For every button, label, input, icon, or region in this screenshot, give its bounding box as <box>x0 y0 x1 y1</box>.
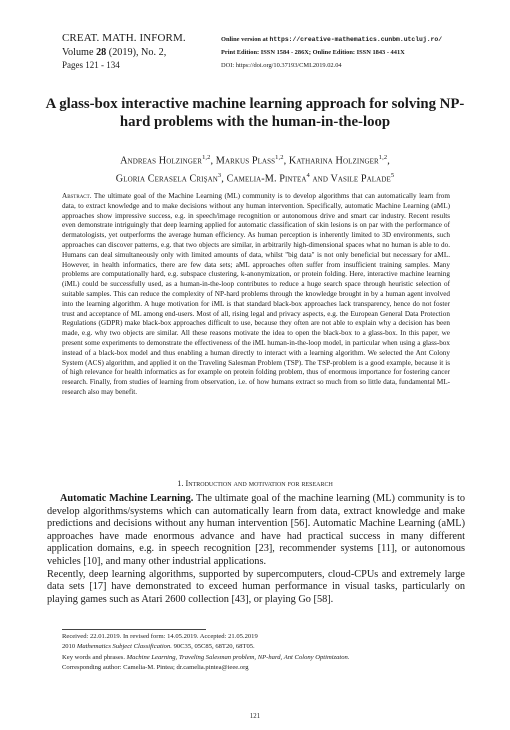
abstract-heading: Abstract. <box>62 192 92 200</box>
run-in-heading: Automatic Machine Learning. <box>60 493 194 504</box>
online-url-link[interactable]: https://creative-mathematics.cunbm.utcluj.ro/ <box>269 36 443 43</box>
page-range: Pages 121 - 134 <box>62 60 120 70</box>
author-affiliation-mark: 1,2 <box>378 154 388 161</box>
abstract <box>62 192 450 398</box>
keywords: Key words and phrases. Machine Learning, Traveling Salesman problem, NP-hard, Ant Colony Optimizaton. <box>62 653 350 661</box>
author-affiliation-mark: 1,2 <box>202 154 211 161</box>
paragraph-2: Recently, deep learning algorithms, supported by supercomputers, cloud-CPUs and extremely large data sets [17] have demonstrated to exceed human performance in visual tasks, particularly on playing games such as Atari 2600 collection [43], or playing Go [58]. <box>47 568 465 605</box>
issn-line: Print Edition: ISSN 1584 - 286X; Online Edition: ISSN 1843 - 441X <box>221 49 405 56</box>
author-list <box>40 150 470 187</box>
author-separator: , <box>210 155 216 167</box>
page-number: 121 <box>249 713 261 720</box>
author-separator: and <box>309 173 331 185</box>
section-heading: 1. Introduction and motivation for research <box>177 479 333 488</box>
author-line-1 <box>40 150 470 168</box>
footnotes <box>62 632 482 674</box>
section-body <box>47 493 465 606</box>
online-label: Online version at <box>221 36 268 43</box>
volume-prefix: Volume <box>62 46 94 58</box>
author-name: Vasile Palade <box>330 173 391 185</box>
author-name: Markus Plass <box>215 155 276 167</box>
paper-title: A glass-box interactive machine learning approach for solving NP-hard problems with the human-in-the-loop <box>45 96 465 130</box>
received-dates: Received: 22.01.2019. In revised form: 14.05.2019. Accepted: 21.05.2019 <box>62 633 258 640</box>
paragraph-1 <box>47 493 465 569</box>
journal-header <box>62 32 222 73</box>
volume-suffix: (2019), No. 2, <box>108 46 167 58</box>
footnote-rule <box>62 629 206 630</box>
author-line-2 <box>40 168 470 186</box>
author-separator: , <box>221 173 227 185</box>
author-separator: , <box>387 155 390 167</box>
author-affiliation-mark: 1,2 <box>275 154 284 161</box>
author-name: Andreas Holzinger <box>120 155 203 167</box>
corresponding-author: Corresponding author: Camelia-M. Pintea; dr.camelia.pintea@ieee.org <box>62 664 249 672</box>
paragraph-1-text: The ultimate goal of the machine learning (ML) community is to develop algorithms/systems which can automatically learn from data, extract knowledge and make predictions and decisions without any human intervention [56]. Automatic Machine Learning (aML) approaches have made enormous advance and have had practical success in many different application domains, e.g. in speech recognition [23], recommender systems [11], or autonomous vehicles [10], and many other industrial applications. <box>47 493 466 567</box>
msc-classification: 2010 Mathematics Subject Classification. 90C35, 05C85, 68T20, 68T05. <box>62 643 255 651</box>
author-affiliation-mark: 4 <box>306 172 310 180</box>
journal-name: CREAT. MATH. INFORM. <box>62 32 186 44</box>
author-name: Katharina Holzinger <box>288 155 379 167</box>
abstract-text: The ultimate goal of the Machine Learning (ML) community is to develop algorithms that can automatically learn from data, to extract knowledge and to make decisions without any human intervention. Specifically, automatic Machine Learning (aML) approaches show impressive success, e.g. in speech/image recognition or autonomous drive and smart car industry. Recent results even demonstrate intriguingly that deep learning applied for automatic classification of skin lesions is on par with the performance of dermatologists, yet outperforms the average human efficiency. As human perception is inherently limited to 3D environments, such approaches can discover patterns, e.g. that two objects are similar, in arbitrarily high-dimensional spaces what no human is able to do. Humans can deal simultaneously only with limited amounts of data, whilst "big data" is not only beneficial but necessary for aML. However, in health informatics, there are few data sets; aML approaches often suffer from insufficient training samples. Many problems are computationally hard, e.g. subspace clustering, k-anonymization, or protein folding. Here, interactive machine learning (iML) could be successfully used, as a human-in-the-loop contributes to reduce a huge search space through heuristic selection of suitable samples. This can reduce the complexity of NP-hard problems through the knowledge brought in by a human agent involved into the learning algorithm. A huge motivation for iML is that standard black-box approaches lack transparency, hence do not foster trust and acceptance of ML among end-users. Most of all, rising legal and privacy aspects, e.g. the European General Data Protection Regulations (GDPR) make black-box approaches difficult to use, because they often are not able to explain why a decision has been made, e.g. why two objects are similar. All these reasons motivate the idea to open the black-box to a glass-box. In this paper, we present some experiments to demonstrate the effectiveness of the iML human-in-the-loop model, in particular when using a glass-box instead of a black-box model and thus enabling a human directly to interact with a learning algorithm. We selected the Ant Colony System (ACS) algorithm, and applied it on the Traveling Salesman Problem (TSP). The TSP-problem is a good example, because it is of high relevance for health informatics as for example on protein folding problem, thus of enormous importance for fostering cancer research. Finally, from studies of learning from observation, i.e. of how humans extract so much from so little data, fundamental ML-research also may benefit. <box>62 192 450 396</box>
author-name: Camelia-M. Pintea <box>226 173 307 185</box>
author-name: Gloria Cerasela Crişan <box>115 173 218 185</box>
volume-line <box>62 46 222 60</box>
doi-link[interactable]: DOI: https://doi.org/10.37193/CMI.2019.02.04 <box>221 62 342 69</box>
author-separator: , <box>283 155 289 167</box>
online-version-line <box>221 33 501 46</box>
author-affiliation-mark: 3 <box>217 172 222 180</box>
volume-number: 28 <box>96 46 107 58</box>
publication-info <box>221 33 501 72</box>
author-affiliation-mark: 5 <box>390 172 395 180</box>
